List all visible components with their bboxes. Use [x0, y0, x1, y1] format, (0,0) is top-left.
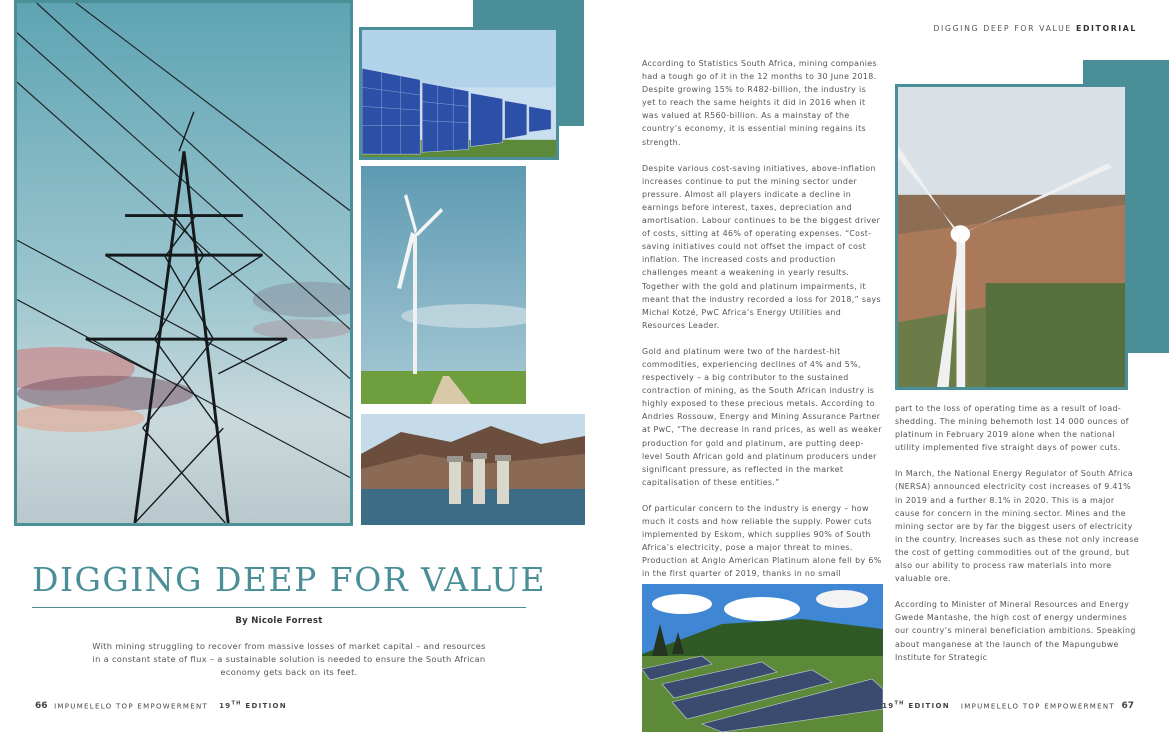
article-paragraph: Despite various cost-saving initiatives, above-inflation increases continue to put the mining sector under pressure. Almost all players indicate a decline in earnings before interest, taxes, depreciation and amortisation. Labour continues to be the biggest driver of costs, sitting at 46% of operating expenses. “Cost-saving initiatives could not offset the impact of cost inflation. The increased costs and production challenges meant a weakening in yearly results. Together with the gold and platinum impairments, it meant that the industry recorded a loss for 2018,” says Michal Kotzé, PwC Africa’s Energy Utilities and Resources Leader.	[642, 163, 881, 330]
article-paragraph: In March, the National Energy Regulator of South Africa (NERSA) announced electricity cost increases of 9.41% in 2019 and a further 8.1% in 2020. This is a major cause for concern in the mining sector. Mines and the mining sector are by far the biggest users of electricity in the country. Increases such as these not only increase the cost of getting commodities out of the ground, but also our ability to process raw materials into more valuable ore.	[895, 469, 1139, 584]
edition: 19TH EDITION	[219, 701, 287, 711]
title-divider	[32, 607, 526, 608]
running-head: DIGGING DEEP FOR VALUE EDITORIAL	[933, 24, 1137, 33]
article-paragraph: Of particular concern to the industry is energy – how much it costs and how reliable the supply. Power cuts implemented by Eskom, which supplies 90% of South Africa’s electricity, pose a major threat to mines. Production at Anglo American Platinum alone fell by 6% in the first quarter of 2019, thanks in no small	[642, 503, 882, 579]
page-title: DIGGING DEEP FOR VALUE	[32, 560, 547, 599]
solar-panels-photo	[359, 27, 559, 160]
article-column-1	[642, 57, 882, 593]
dam-photo	[361, 414, 585, 525]
page-number: 66	[35, 701, 48, 712]
page-number: 67	[1121, 701, 1134, 712]
right-folio	[882, 701, 1137, 711]
edition: 19TH EDITION	[882, 701, 950, 711]
wind-turbine-closeup-photo	[895, 84, 1128, 390]
article-paragraph: According to Minister of Mineral Resources and Energy Gwede Mantashe, the high cost of energy undermines our country’s mineral beneficiation ambitions. Speaking about manganese at the launch of the Mapungubwe Institute for Strategic	[895, 600, 1136, 662]
publication-title: IMPUMELELO TOP EMPOWERMENT	[54, 702, 209, 711]
power-pylon-photo	[14, 0, 353, 526]
article-paragraph: part to the loss of operating time as a result of load-shedding. The mining behemoth lost 14 000 ounces of platinum in February 2019 alone when the national utility implemented five straight days of power cuts.	[895, 404, 1129, 453]
article-column-2	[895, 402, 1139, 677]
byline: By Nicole Forrest	[235, 616, 323, 626]
publication-title: IMPUMELELO TOP EMPOWERMENT	[960, 702, 1115, 711]
wind-turbine-photo	[361, 166, 526, 404]
left-folio	[32, 701, 287, 711]
article-paragraph: Gold and platinum were two of the hardest-hit commodities, experiencing declines of 4% and 5%, respectively – a big contributor to the sustained contraction of mining, as the South African industry is highly exposed to these precious metals. According to Andries Rossouw, Energy and Mining Assurance Partner at PwC, “The decrease in rand prices, as well as weaker production for gold and platinum, are putting deep-level South African gold and platinum producers under significant pressure, as reflected in the market capitalisation of these entities.”	[642, 346, 882, 487]
solar-field-photo	[642, 584, 883, 732]
article-paragraph: According to Statistics South Africa, mining companies had a tough go of it in the 12 months to 30 June 2018. Despite growing 15% to R482-billion, the industry is yet to reach the same heights it did in 2016 when it was valued at R560-billion. As a mainstay of the country’s economy, it is essential mining regains its strength.	[642, 59, 877, 147]
standfirst: With mining struggling to recover from massive losses of market capital – and resources in a constant state of flux – a sustainable solution is needed to ensure the South African economy gets back on its feet.	[92, 641, 486, 677]
